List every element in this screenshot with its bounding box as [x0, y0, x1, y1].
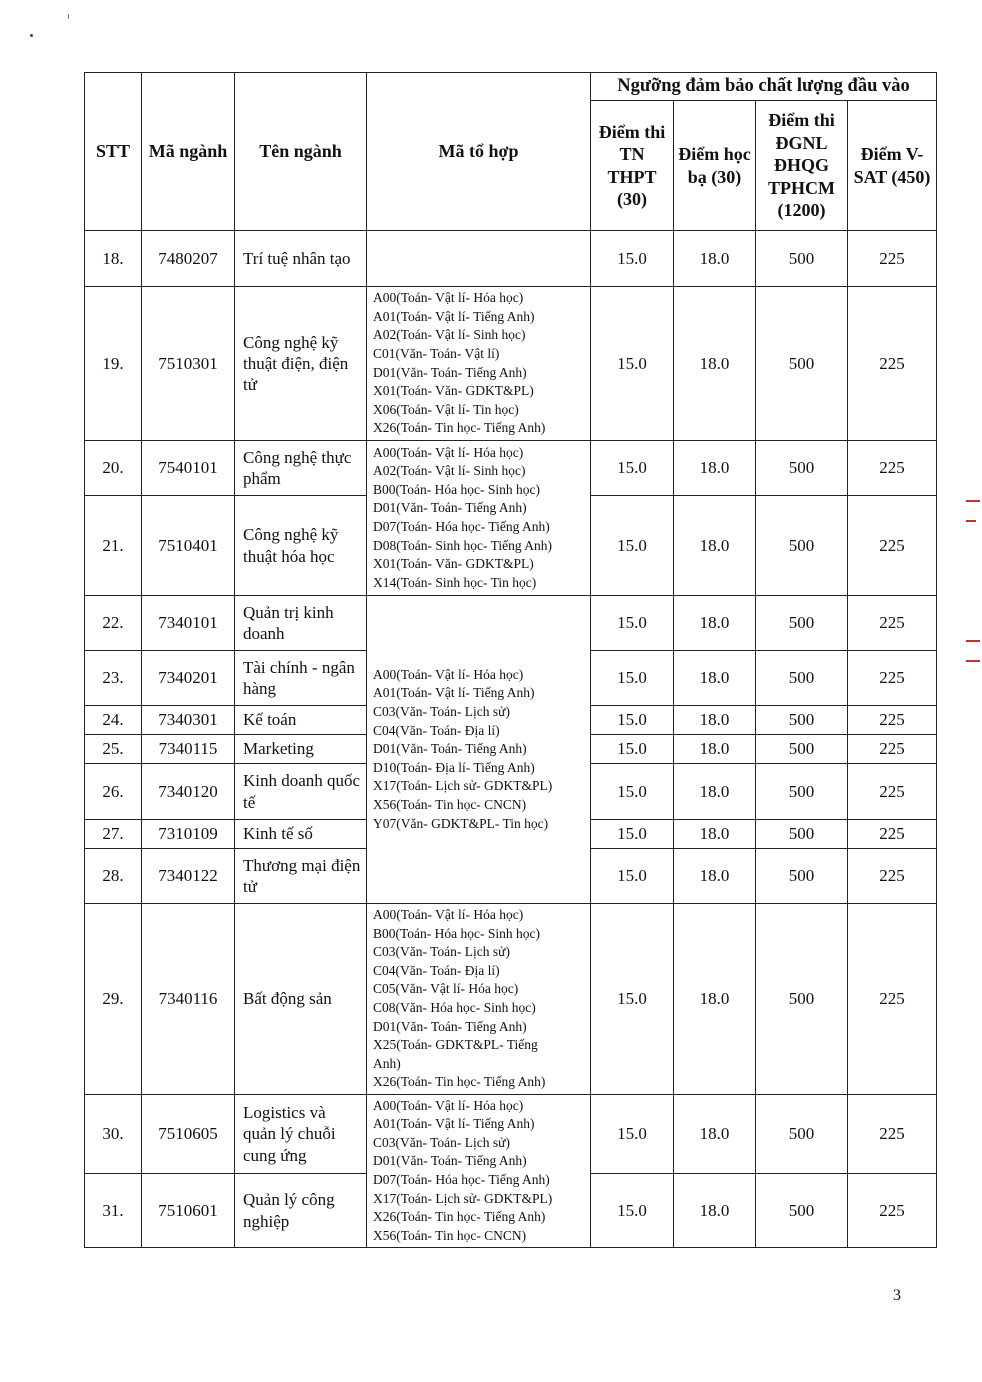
combo-line: X17(Toán- Lịch sử- GDKT&PL)	[373, 1190, 553, 1206]
cell-thpt: 15.0	[591, 706, 674, 735]
cell-thpt: 15.0	[591, 849, 674, 904]
combo-line: X56(Toán- Tin học- CNCN)	[373, 796, 527, 812]
combo-line: D07(Toán- Hóa học- Tiếng Anh)	[373, 1172, 550, 1187]
page-number: 3	[893, 1287, 901, 1304]
header-diem-vsat: Điểm V-SAT (450)	[848, 101, 937, 231]
combo-line: D08(Toán- Sinh học- Tiếng Anh)	[373, 537, 553, 553]
header-threshold-group: Ngưỡng đảm bảo chất lượng đầu vào	[591, 73, 937, 101]
cell-code: 7480207	[142, 231, 235, 287]
combo-line: C03(Văn- Toán- Lịch sử)	[373, 944, 510, 960]
cell-vsat: 225	[848, 651, 937, 706]
combo-line: C01(Văn- Toán- Vật lí)	[373, 345, 500, 361]
cell-major-name: Quản lý công nghiệp	[235, 1174, 367, 1248]
cell-thpt: 15.0	[591, 231, 674, 287]
cell-hocba: 18.0	[674, 1095, 756, 1174]
combo-line: A02(Toán- Vật lí- Sinh học)	[373, 463, 526, 479]
table-row	[85, 596, 937, 651]
cell-code: 7340101	[142, 596, 235, 651]
combo-line: X14(Toán- Sinh học- Tin học)	[373, 574, 537, 590]
cell-code: 7340201	[142, 651, 235, 706]
cell-stt: 19.	[85, 287, 142, 441]
cell-dgnl: 500	[756, 735, 848, 764]
scan-mark	[68, 14, 69, 19]
combo-line: A00(Toán- Vật lí- Hóa học)	[373, 907, 524, 923]
cell-dgnl: 500	[756, 441, 848, 496]
cell-vsat: 225	[848, 764, 937, 820]
cell-major-name: Thương mại điện tử	[235, 849, 367, 904]
cell-dgnl: 500	[756, 231, 848, 287]
combo-line: A01(Toán- Vật lí- Tiếng Anh)	[373, 1116, 535, 1132]
cell-thpt: 15.0	[591, 1174, 674, 1248]
combo-line: X01(Toán- Văn- GDKT&PL)	[373, 556, 534, 572]
cell-vsat: 225	[848, 849, 937, 904]
combo-line: Anh)	[373, 1055, 401, 1071]
cell-thpt: 15.0	[591, 904, 674, 1095]
cell-code: 7340120	[142, 764, 235, 820]
combo-line: X56(Toán- Tin học- CNCN)	[373, 1227, 527, 1243]
cell-code: 7340301	[142, 706, 235, 735]
cell-dgnl: 500	[756, 820, 848, 849]
cell-thpt: 15.0	[591, 764, 674, 820]
cell-code: 7310109	[142, 820, 235, 849]
margin-stamp-fragment	[962, 490, 982, 690]
header-ten-nganh: Tên ngành	[235, 73, 367, 231]
combo-line: Y07(Văn- GDKT&PL- Tin học)	[373, 815, 549, 831]
combo-line: B00(Toán- Hóa học- Sinh học)	[373, 481, 541, 497]
table-row	[85, 904, 937, 1095]
combo-line: X17(Toán- Lịch sử- GDKT&PL)	[373, 778, 553, 794]
combo-line: D01(Văn- Toán- Tiếng Anh)	[373, 364, 527, 380]
combo-line: X26(Toán- Tin học- Tiếng Anh)	[373, 1074, 546, 1090]
cell-stt: 20.	[85, 441, 142, 496]
cell-code: 7510601	[142, 1174, 235, 1248]
cell-dgnl: 500	[756, 596, 848, 651]
cell-stt: 23.	[85, 651, 142, 706]
header-ma-to-hop: Mã tổ hợp	[367, 73, 591, 231]
cell-stt: 31.	[85, 1174, 142, 1248]
cell-thpt: 15.0	[591, 651, 674, 706]
cell-major-name: Kinh tế số	[235, 820, 367, 849]
combo-line: X06(Toán- Vật lí- Tin học)	[373, 401, 519, 417]
header-diem-thpt: Điểm thi TN THPT (30)	[591, 101, 674, 231]
header-diem-dgnl: Điểm thi ĐGNL ĐHQG TPHCM (1200)	[756, 101, 848, 231]
cell-thpt: 15.0	[591, 441, 674, 496]
cell-hocba: 18.0	[674, 706, 756, 735]
combo-line: C04(Văn- Toán- Địa lí)	[373, 722, 500, 738]
cell-hocba: 18.0	[674, 287, 756, 441]
cell-code: 7340116	[142, 904, 235, 1095]
cell-hocba: 18.0	[674, 764, 756, 820]
cell-thpt: 15.0	[591, 287, 674, 441]
cell-dgnl: 500	[756, 496, 848, 596]
combo-line: C03(Văn- Toán- Lịch sử)	[373, 1134, 510, 1150]
cell-vsat: 225	[848, 706, 937, 735]
cell-vsat: 225	[848, 904, 937, 1095]
table-row	[85, 231, 937, 287]
combo-line: C05(Văn- Vật lí- Hóa học)	[373, 981, 519, 997]
combo-line: A00(Toán- Vật lí- Hóa học)	[373, 444, 524, 460]
cell-vsat: 225	[848, 1095, 937, 1174]
cell-major-name: Trí tuệ nhân tạo	[235, 231, 367, 287]
cell-dgnl: 500	[756, 287, 848, 441]
cell-dgnl: 500	[756, 706, 848, 735]
cell-hocba: 18.0	[674, 904, 756, 1095]
cell-thpt: 15.0	[591, 496, 674, 596]
cell-code: 7510605	[142, 1095, 235, 1174]
combo-line: D01(Văn- Toán- Tiếng Anh)	[373, 500, 527, 516]
table-row	[85, 441, 937, 496]
cell-code: 7510401	[142, 496, 235, 596]
cell-hocba: 18.0	[674, 1174, 756, 1248]
combo-line: A00(Toán- Vật lí- Hóa học)	[373, 1097, 524, 1113]
combo-line: C08(Văn- Hóa học- Sinh học)	[373, 1000, 536, 1015]
combo-line: X25(Toán- GDKT&PL- Tiếng	[373, 1037, 538, 1053]
cell-hocba: 18.0	[674, 820, 756, 849]
cell-code: 7340115	[142, 735, 235, 764]
cell-vsat: 225	[848, 1174, 937, 1248]
cell-hocba: 18.0	[674, 441, 756, 496]
cell-vsat: 225	[848, 441, 937, 496]
cell-combo	[367, 904, 591, 1095]
cell-vsat: 225	[848, 231, 937, 287]
cell-dgnl: 500	[756, 764, 848, 820]
cell-hocba: 18.0	[674, 231, 756, 287]
table-row	[85, 1095, 937, 1174]
cell-combo	[367, 1095, 591, 1248]
cell-dgnl: 500	[756, 1174, 848, 1248]
cell-dgnl: 500	[756, 904, 848, 1095]
cell-combo	[367, 441, 591, 596]
cell-vsat: 225	[848, 735, 937, 764]
cell-thpt: 15.0	[591, 1095, 674, 1174]
combo-line: A01(Toán- Vật lí- Tiếng Anh)	[373, 308, 535, 324]
cell-stt: 22.	[85, 596, 142, 651]
cell-stt: 28.	[85, 849, 142, 904]
cell-stt: 21.	[85, 496, 142, 596]
header-diem-hoc-ba: Điểm học bạ (30)	[674, 101, 756, 231]
cell-stt: 29.	[85, 904, 142, 1095]
cell-combo	[367, 287, 591, 441]
cell-vsat: 225	[848, 287, 937, 441]
cell-major-name: Kinh doanh quốc tế	[235, 764, 367, 820]
cell-hocba: 18.0	[674, 496, 756, 596]
cell-major-name: Marketing	[235, 735, 367, 764]
cell-code: 7540101	[142, 441, 235, 496]
cell-vsat: 225	[848, 596, 937, 651]
header-stt: STT	[85, 73, 142, 231]
cell-hocba: 18.0	[674, 735, 756, 764]
combo-line: X26(Toán- Tin học- Tiếng Anh)	[373, 420, 546, 436]
cell-thpt: 15.0	[591, 820, 674, 849]
combo-line: B00(Toán- Hóa học- Sinh học)	[373, 925, 541, 941]
cell-dgnl: 500	[756, 651, 848, 706]
cell-hocba: 18.0	[674, 596, 756, 651]
combo-line: D07(Toán- Hóa học- Tiếng Anh)	[373, 519, 550, 534]
combo-line: A01(Toán- Vật lí- Tiếng Anh)	[373, 685, 535, 701]
cell-stt: 30.	[85, 1095, 142, 1174]
cell-stt: 25.	[85, 735, 142, 764]
cell-dgnl: 500	[756, 849, 848, 904]
cell-hocba: 18.0	[674, 849, 756, 904]
cell-major-name: Kế toán	[235, 706, 367, 735]
cell-stt: 26.	[85, 764, 142, 820]
cell-major-name: Quản trị kinh doanh	[235, 596, 367, 651]
combo-line: X01(Toán- Văn- GDKT&PL)	[373, 383, 534, 399]
cell-combo	[367, 231, 591, 287]
combo-line: A02(Toán- Vật lí- Sinh học)	[373, 327, 526, 343]
cell-vsat: 225	[848, 496, 937, 596]
cell-thpt: 15.0	[591, 735, 674, 764]
combo-line: A00(Toán- Vật lí- Hóa học)	[373, 666, 524, 682]
combo-line: C04(Văn- Toán- Địa lí)	[373, 962, 500, 978]
combo-line: D01(Văn- Toán- Tiếng Anh)	[373, 1153, 527, 1169]
cell-major-name: Bất động sản	[235, 904, 367, 1095]
cell-dgnl: 500	[756, 1095, 848, 1174]
combo-line: D01(Văn- Toán- Tiếng Anh)	[373, 1018, 527, 1034]
cell-vsat: 225	[848, 820, 937, 849]
cell-major-name: Logistics và quản lý chuỗi cung ứng	[235, 1095, 367, 1174]
combo-line: C03(Văn- Toán- Lịch sử)	[373, 704, 510, 720]
cell-hocba: 18.0	[674, 651, 756, 706]
cell-code: 7340122	[142, 849, 235, 904]
header-ma-nganh: Mã ngành	[142, 73, 235, 231]
cell-combo	[367, 596, 591, 904]
cell-thpt: 15.0	[591, 596, 674, 651]
combo-line: X26(Toán- Tin học- Tiếng Anh)	[373, 1209, 546, 1225]
cell-stt: 24.	[85, 706, 142, 735]
admission-threshold-table	[84, 72, 937, 1248]
cell-code: 7510301	[142, 287, 235, 441]
cell-stt: 27.	[85, 820, 142, 849]
scan-dot	[30, 34, 33, 37]
combo-line: D10(Toán- Địa lí- Tiếng Anh)	[373, 759, 535, 775]
table-row	[85, 287, 937, 441]
cell-major-name: Tài chính - ngân hàng	[235, 651, 367, 706]
cell-major-name: Công nghệ kỹ thuật điện, điện tử	[235, 287, 367, 441]
cell-major-name: Công nghệ kỹ thuật hóa học	[235, 496, 367, 596]
combo-line: A00(Toán- Vật lí- Hóa học)	[373, 290, 524, 306]
cell-major-name: Công nghệ thực phẩm	[235, 441, 367, 496]
cell-stt: 18.	[85, 231, 142, 287]
combo-line: D01(Văn- Toán- Tiếng Anh)	[373, 741, 527, 757]
